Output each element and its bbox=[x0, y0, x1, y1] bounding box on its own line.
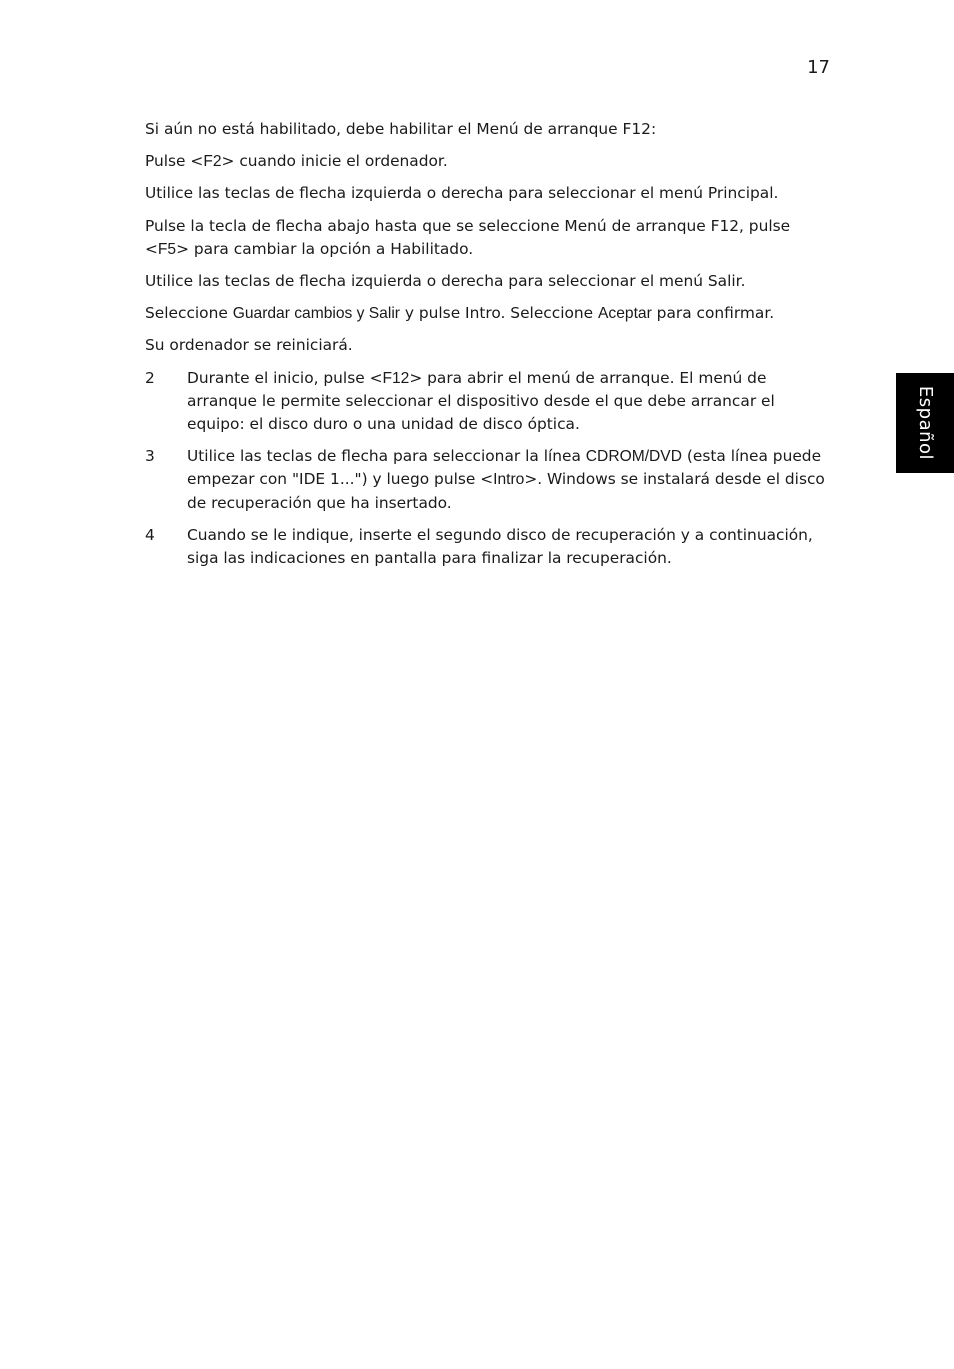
step-number: 4 bbox=[145, 525, 155, 544]
menu-option-name: Aceptar bbox=[598, 305, 652, 323]
numbered-step bbox=[145, 524, 835, 570]
paragraph bbox=[145, 302, 835, 325]
numbered-step bbox=[145, 367, 835, 437]
step-number: 3 bbox=[145, 447, 155, 466]
language-tab-label: Español bbox=[915, 385, 936, 461]
step-number: 2 bbox=[145, 368, 155, 387]
text-segment: >. Windows se instalará desde el disco de recuperación que ha insertado. bbox=[187, 470, 825, 512]
text-segment: > para cambiar la opción a Habilitado. bbox=[176, 239, 474, 258]
numbered-step bbox=[145, 445, 835, 515]
language-side-tab bbox=[896, 373, 954, 473]
key-name: Intro bbox=[493, 471, 525, 489]
text-segment: Pulse < bbox=[145, 152, 204, 171]
menu-option-name: CDROM/DVD bbox=[585, 448, 682, 466]
paragraph: Utilice las teclas de flecha izquierda o derecha para seleccionar el menú Salir. bbox=[145, 272, 746, 291]
paragraph: Su ordenador se reiniciará. bbox=[145, 336, 353, 355]
text-segment: Cuando se le indique, inserte el segundo disco de recuperación y a continuación, siga las indicaciones en pantalla para finalizar la recuperación. bbox=[187, 525, 813, 568]
text-segment: para confirmar. bbox=[651, 304, 775, 323]
menu-option-name: Guardar cambios y Salir bbox=[232, 305, 400, 323]
paragraph: Si aún no está habilitado, debe habilitar el Menú de arranque F12: bbox=[145, 120, 657, 138]
text-segment: Seleccione bbox=[145, 304, 233, 323]
text-segment: Pulse la tecla de flecha abajo hasta que se seleccione Menú de arranque F12, pulse < bbox=[145, 216, 791, 258]
page-number: 17 bbox=[807, 57, 830, 78]
key-name: F12 bbox=[382, 369, 410, 387]
paragraph bbox=[145, 215, 835, 261]
text-segment: Utilice las teclas de flecha para seleccionar la línea bbox=[187, 447, 586, 466]
text-segment: > cuando inicie el ordenador. bbox=[221, 152, 448, 171]
text-segment: y pulse Intro. Seleccione bbox=[399, 304, 599, 323]
text-segment: (esta línea puede empezar con "IDE 1...") y luego pulse < bbox=[187, 447, 822, 489]
document-body bbox=[145, 118, 835, 579]
paragraph: Utilice las teclas de flecha izquierda o derecha para seleccionar el menú Principal. bbox=[145, 184, 779, 203]
text-segment: > para abrir el menú de arranque. El menú de arranque le permite seleccionar el dispositivo desde el que debe arrancar el equipo: el disco duro o una unidad de disco óptica. bbox=[187, 368, 775, 434]
key-name: F5 bbox=[157, 240, 177, 258]
key-name: F2 bbox=[203, 153, 222, 171]
paragraph bbox=[145, 150, 835, 173]
text-segment: Durante el inicio, pulse < bbox=[187, 368, 383, 387]
